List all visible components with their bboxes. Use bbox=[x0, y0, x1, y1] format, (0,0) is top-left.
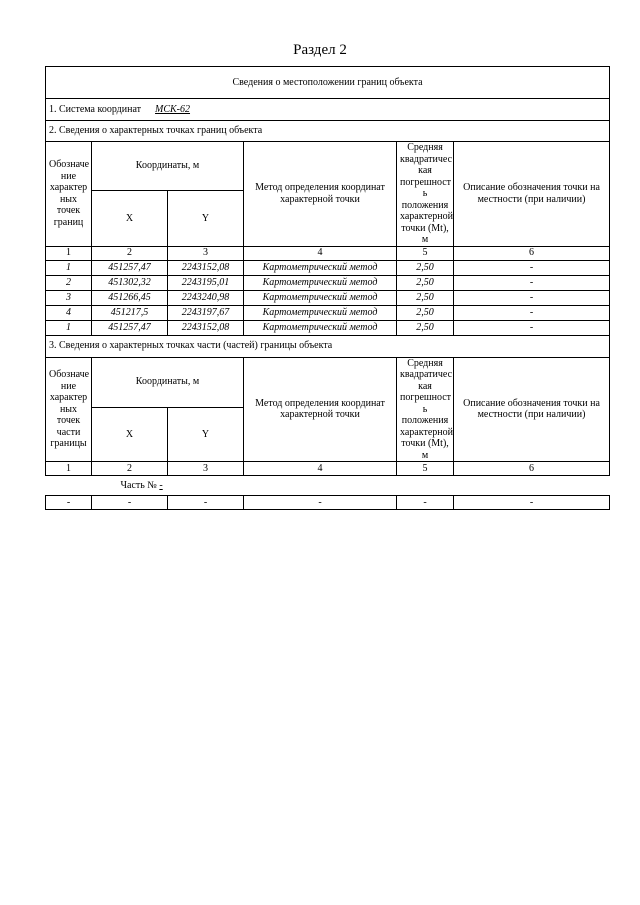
error-value: 2,50 bbox=[397, 290, 454, 305]
method-value: Картометрический метод bbox=[244, 290, 397, 305]
table-row bbox=[46, 260, 610, 275]
point-number: 3 bbox=[46, 290, 92, 305]
section3-col-error: Средняя квадратичес кая погрешност ь положения характерной точки (Mt), м bbox=[397, 357, 454, 462]
section3-col-designation: Обозначе ние характер ных точек части границы bbox=[46, 357, 92, 462]
method-value: Картометрический метод bbox=[244, 305, 397, 320]
section2-col-designation: Обозначе ние характер ных точек границ bbox=[46, 142, 92, 247]
table-row bbox=[46, 496, 610, 510]
x-value: 451266,45 bbox=[92, 290, 168, 305]
col-number: 1 bbox=[46, 462, 92, 476]
col-number: 5 bbox=[397, 462, 454, 476]
error-value: 2,50 bbox=[397, 260, 454, 275]
section3-col-method: Метод определения координат характерной точки bbox=[244, 357, 397, 462]
error-value: 2,50 bbox=[397, 305, 454, 320]
description-value: - bbox=[454, 320, 610, 335]
boundary-table bbox=[45, 66, 610, 510]
col-number: 5 bbox=[397, 246, 454, 260]
col-number: 3 bbox=[168, 462, 244, 476]
error-value: 2,50 bbox=[397, 320, 454, 335]
table-row bbox=[46, 275, 610, 290]
section2-col-error: Средняя квадратичес кая погрешност ь положения характерной точки (Mt), м bbox=[397, 142, 454, 247]
description-value: - bbox=[454, 305, 610, 320]
table-row bbox=[46, 290, 610, 305]
section3-col-x: X bbox=[92, 407, 168, 461]
section2-col-y: Y bbox=[168, 191, 244, 246]
method-value: Картометрический метод bbox=[244, 275, 397, 290]
point-number: 2 bbox=[46, 275, 92, 290]
col-number: 3 bbox=[168, 246, 244, 260]
description-value: - bbox=[454, 275, 610, 290]
table-row bbox=[46, 320, 610, 335]
error-value: - bbox=[397, 496, 454, 510]
x-value: 451217,5 bbox=[92, 305, 168, 320]
x-value: 451302,32 bbox=[92, 275, 168, 290]
y-value: - bbox=[168, 496, 244, 510]
section3-title: 3. Сведения о характерных точках части (частей) границы объекта bbox=[46, 335, 610, 357]
x-value: 451257,47 bbox=[92, 320, 168, 335]
coord-system-label: 1. Система координат bbox=[49, 103, 142, 115]
col-number: 2 bbox=[92, 462, 168, 476]
description-value: - bbox=[454, 496, 610, 510]
point-number: 4 bbox=[46, 305, 92, 320]
table-header: Сведения о местоположении границ объекта bbox=[46, 67, 610, 99]
error-value: 2,50 bbox=[397, 275, 454, 290]
y-value: 2243152,08 bbox=[168, 320, 244, 335]
col-number: 1 bbox=[46, 246, 92, 260]
table-row bbox=[46, 305, 610, 320]
section3-col-numbers bbox=[46, 462, 610, 476]
section2-col-x: X bbox=[92, 191, 168, 246]
method-value: - bbox=[244, 496, 397, 510]
part-row bbox=[46, 476, 610, 496]
section2-col-numbers bbox=[46, 246, 610, 260]
col-number: 6 bbox=[454, 246, 610, 260]
point-number: 1 bbox=[46, 320, 92, 335]
x-value: - bbox=[92, 496, 168, 510]
y-value: 2243197,67 bbox=[168, 305, 244, 320]
method-value: Картометрический метод bbox=[244, 260, 397, 275]
section2-col-method: Метод определения координат характерной точки bbox=[244, 142, 397, 247]
section2-col-description: Описание обозначения точки на местности (при наличии) bbox=[454, 142, 610, 247]
x-value: 451257,47 bbox=[92, 260, 168, 275]
section3-col-description: Описание обозначения точки на местности (при наличии) bbox=[454, 357, 610, 462]
point-number: - bbox=[46, 496, 92, 510]
y-value: 2243195,01 bbox=[168, 275, 244, 290]
section2-title: 2. Сведения о характерных точках границ объекта bbox=[46, 121, 610, 142]
point-number: 1 bbox=[46, 260, 92, 275]
description-value: - bbox=[454, 260, 610, 275]
col-number: 4 bbox=[244, 246, 397, 260]
col-number: 2 bbox=[92, 246, 168, 260]
coord-system-row bbox=[46, 99, 610, 121]
section2-col-coords: Координаты, м bbox=[92, 142, 244, 191]
coord-system-value: МСК-62 bbox=[155, 103, 191, 115]
description-value: - bbox=[454, 290, 610, 305]
section3-col-coords: Координаты, м bbox=[92, 357, 244, 407]
part-label: Часть № bbox=[120, 479, 157, 491]
col-number: 6 bbox=[454, 462, 610, 476]
page-title: Раздел 2 bbox=[293, 42, 347, 58]
section3-col-y: Y bbox=[168, 407, 244, 461]
part-value: - bbox=[159, 479, 163, 491]
y-value: 2243152,08 bbox=[168, 260, 244, 275]
method-value: Картометрический метод bbox=[244, 320, 397, 335]
col-number: 4 bbox=[244, 462, 397, 476]
y-value: 2243240,98 bbox=[168, 290, 244, 305]
